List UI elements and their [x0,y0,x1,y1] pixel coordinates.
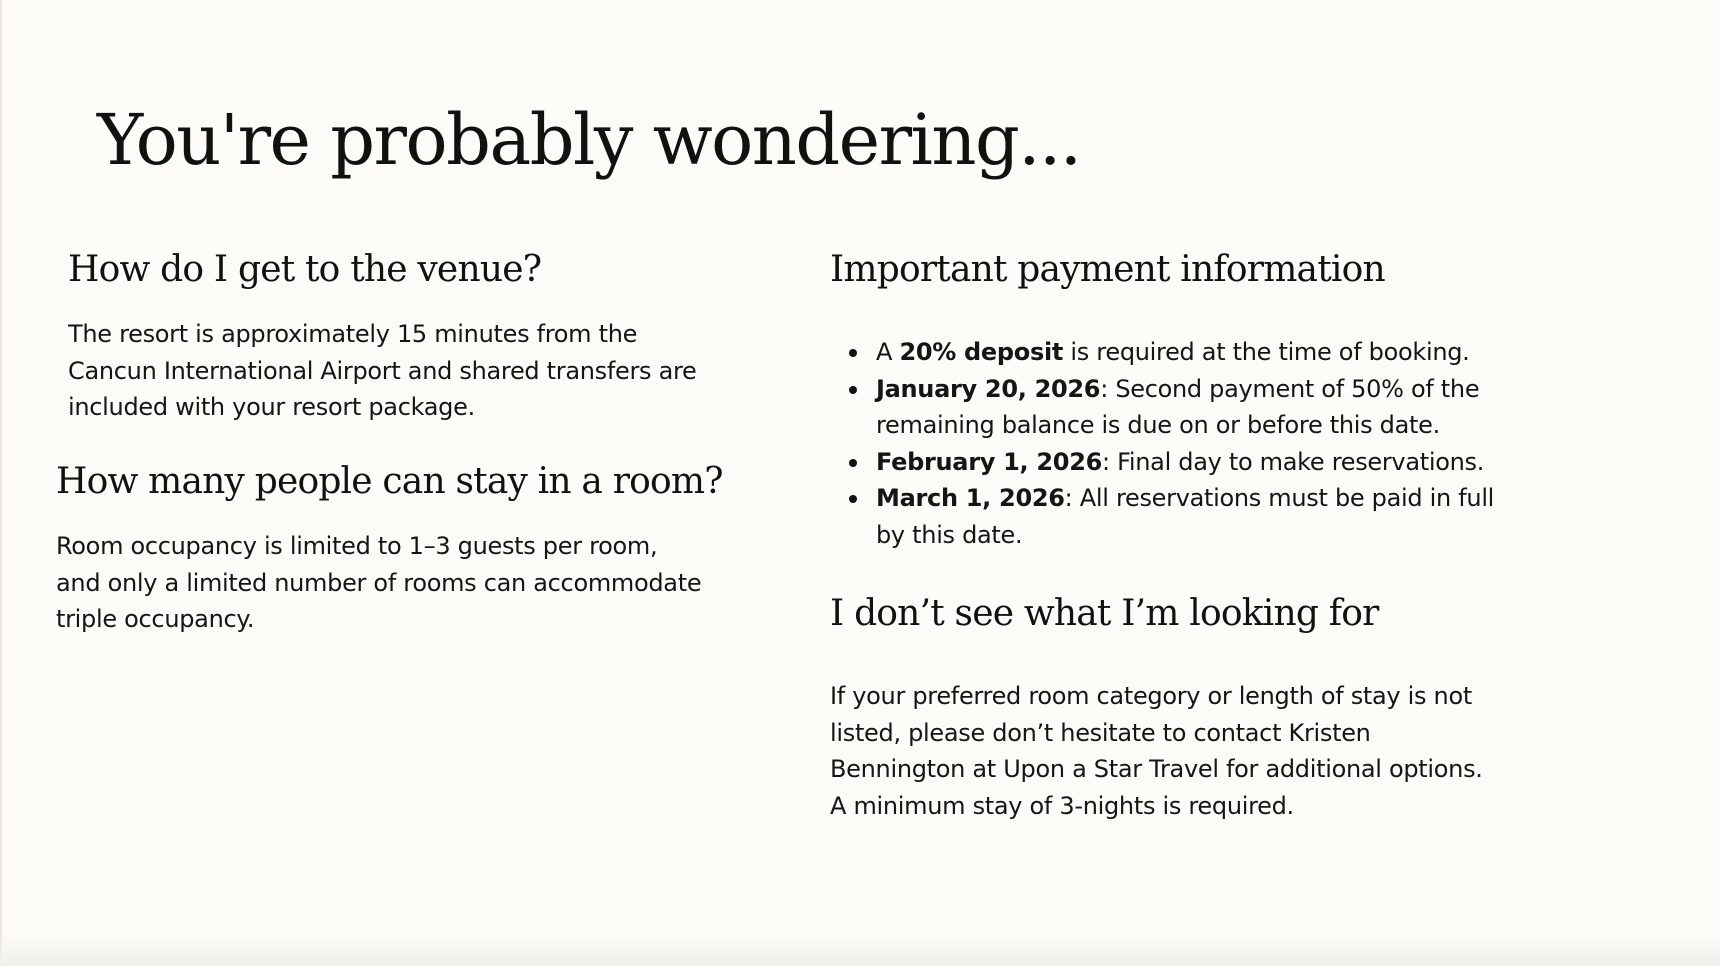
payment-item-text: : Final day to make reservations. [1102,447,1485,476]
payment-item-text: A [876,338,900,366]
payment-item-text: : All reservations must be paid in full [1064,484,1495,512]
venue-paragraph [68,316,697,426]
room-line: and only a limited number of rooms can accommodate [56,568,702,597]
bullet-dot-icon [849,459,857,467]
payment-item-text: is required at the time of booking. [1063,338,1470,366]
bullet-dot-icon [849,386,857,394]
slide-bottom-edge [0,936,1720,966]
missing-line: listed, please don’t hesitate to contact Kristen [830,718,1371,747]
bullet-dot-icon [849,349,857,357]
missing-heading: I don’t see what I’m looking for [830,593,1379,634]
payment-item-bold: February 1, 2026 [876,447,1103,476]
missing-paragraph [830,678,1483,824]
payment-list [830,334,1494,553]
room-line: Room occupancy is limited to 1–3 guests per room, [56,532,658,560]
payment-item-continuation: remaining balance is due on or before this date. [876,411,1440,439]
missing-line: Bennington at Upon a Star Travel for additional options. [830,755,1483,783]
room-paragraph [56,528,701,638]
payment-item-bold: March 1, 2026 [876,484,1065,512]
payment-item-bold: January 20, 2026 [876,374,1101,403]
venue-line: The resort is approximately 15 minutes from the [68,320,638,348]
payment-item-bold: 20% deposit [899,338,1064,366]
slide-left-edge [0,0,2,966]
room-heading: How many people can stay in a room? [56,461,723,502]
venue-line: included with your resort package. [68,393,475,421]
venue-heading: How do I get to the venue? [68,249,542,290]
missing-line: If your preferred room category or length of stay is not [830,682,1472,710]
payment-heading: Important payment information [830,249,1385,290]
payment-item-text: : Second payment of 50% of the [1100,374,1480,403]
payment-item-deposit [830,334,1494,371]
room-line: triple occupancy. [56,605,255,633]
payment-item-continuation: by this date. [876,520,1023,549]
venue-line: Cancun International Airport and shared transfers are [68,356,697,385]
payment-item-final-day [830,444,1494,481]
bullet-dot-icon [849,495,857,503]
page-title: You're probably wondering... [97,99,1081,181]
missing-line: A minimum stay of 3-nights is required. [830,791,1294,820]
payment-item-paid-in-full [830,480,1494,553]
payment-item-second-payment [830,371,1494,444]
